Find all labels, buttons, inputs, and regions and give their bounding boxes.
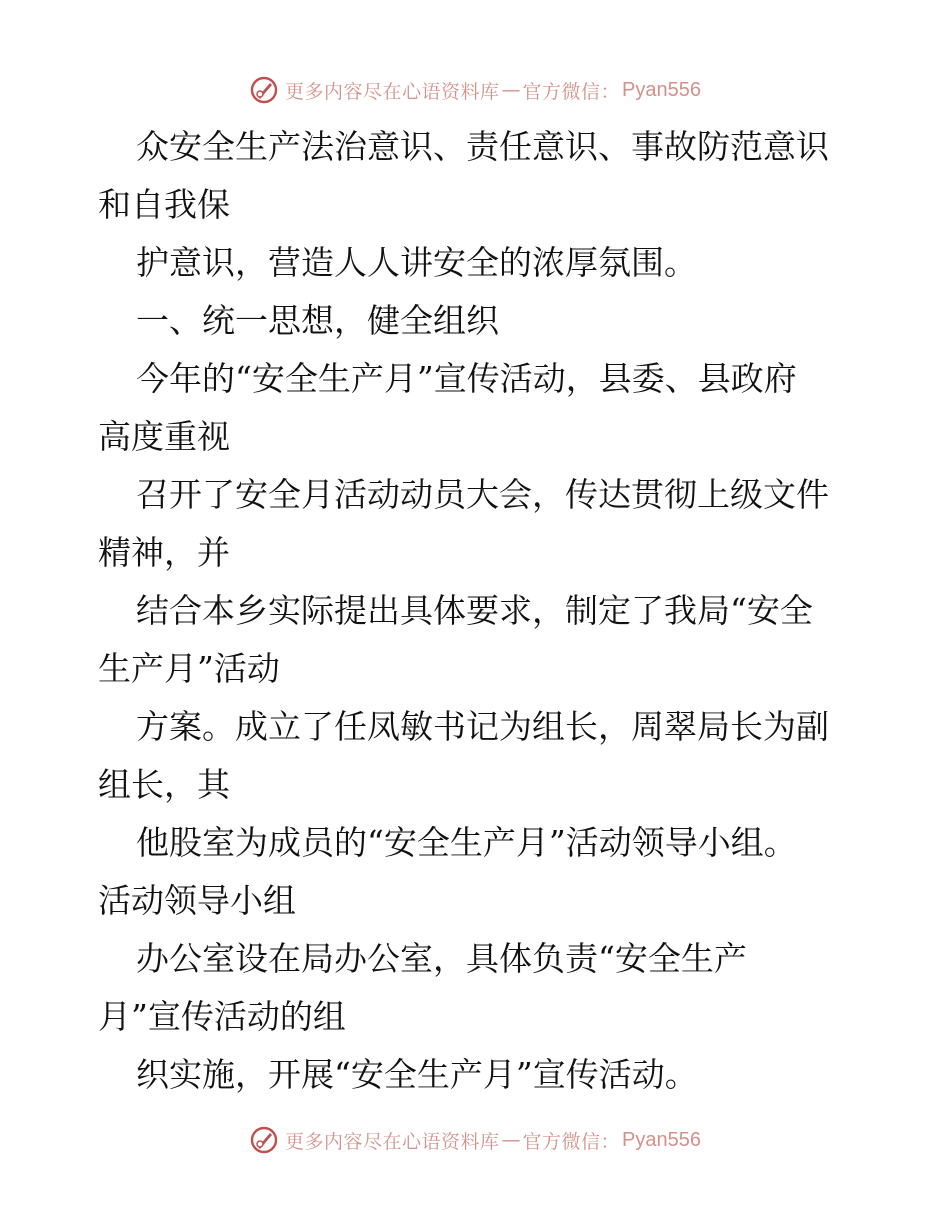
body-line: 召开了安全月活动动员大会，传达贯彻上级文件 <box>136 475 829 514</box>
body-line: 组长，其 <box>98 765 230 804</box>
quill-logo-icon <box>249 75 279 105</box>
header-dash: — <box>501 79 521 101</box>
quill-logo-icon <box>249 1125 279 1155</box>
header-watermark <box>0 72 950 108</box>
footer-contact-id: Pyan556 <box>622 1128 701 1151</box>
footer-watermark <box>0 1122 950 1158</box>
body-line: 今年的“安全生产月”宣传活动，县委、县政府 <box>136 359 797 398</box>
body-line: 月”宣传活动的组 <box>98 997 346 1036</box>
body-line: 方案。成立了任凤敏书记为组长，周翠局长为副 <box>136 707 829 746</box>
body-line: 护意识，营造人人讲安全的浓厚氛围。 <box>136 243 697 282</box>
body-line: 办公室设在局办公室，具体负责“安全生产 <box>136 939 747 978</box>
body-line: 结合本乡实际提出具体要求，制定了我局“安全 <box>136 591 813 630</box>
section-heading: 一、统一思想，健全组织 <box>136 301 499 340</box>
header-brand-text: 更多内容尽在心语资料库 <box>285 80 500 103</box>
body-line: 和自我保 <box>98 185 230 224</box>
body-line: 他股室为成员的“安全生产月”活动领导小组。 <box>136 823 797 862</box>
body-line: 高度重视 <box>98 417 230 456</box>
body-line: 精神，并 <box>98 533 230 572</box>
body-line: 众安全生产法治意识、责任意识、事故防范意识 <box>136 127 829 166</box>
body-line: 织实施，开展“安全生产月”宣传活动。 <box>136 1055 698 1094</box>
header-contact-text: 官方微信： <box>522 80 621 103</box>
body-line: 生产月”活动 <box>98 649 280 688</box>
footer-dash: — <box>501 1129 521 1151</box>
footer-contact-text: 官方微信： <box>522 1130 621 1153</box>
body-line: 活动领导小组 <box>98 881 296 920</box>
footer-brand-text: 更多内容尽在心语资料库 <box>285 1130 500 1153</box>
header-contact-id: Pyan556 <box>622 78 701 101</box>
